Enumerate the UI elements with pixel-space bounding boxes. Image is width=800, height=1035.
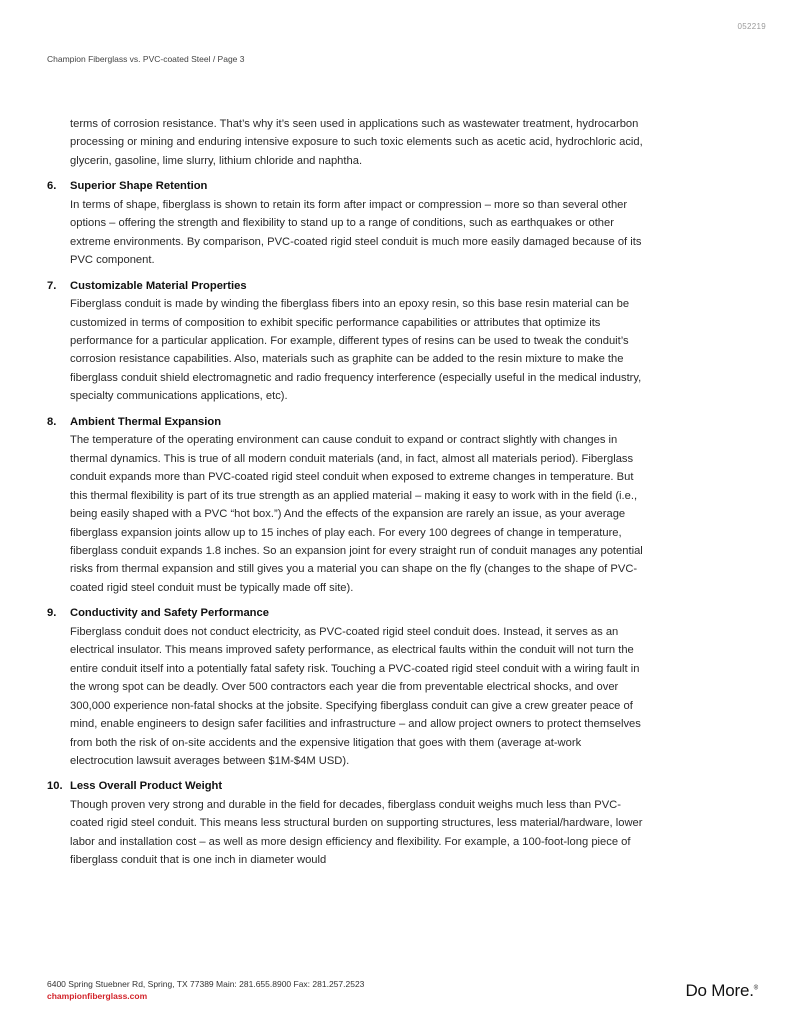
section-number: 10. [47,780,63,793]
section-title: Superior Shape Retention [70,180,208,193]
running-header: Champion Fiberglass vs. PVC-coated Steel / Page 3 [47,54,245,64]
section-heading [47,604,647,622]
brand-tagline [685,981,758,1001]
section-heading [47,777,647,795]
section-7 [47,277,647,406]
registered-mark: ® [753,985,758,992]
tagline-text: Do More. [685,981,754,1000]
section-body: The temperature of the operating environment can cause conduit to expand or contract slightly with changes in thermal dynamics. This is true of all modern conduit materials (and, in fact, almost all materials period). Fiberglass conduit expands more than PVC-coated rigid steel conduit when exposed to extreme changes in temperature. But this thermal flexibility is part of its true strength as an applied material – making it easy to work with in the field (i.e., being easily shaped with a PVC “hot box.”) And the effects of the expansion are rarely an issue, as your average fiberglass expansion joints allow up to 15 inches of play each. For every 100 degrees of change in temperature, fiberglass conduit expands 1.8 inches. So an expansion joint for every straight run of conduit manages any potential risks from thermal expansion and still gives you a material you can shape on the fly (changes to the shape of PVC-coated rigid steel conduit must be typically made off site). [70,434,643,594]
section-title: Customizable Material Properties [70,279,247,292]
section-heading [47,413,647,431]
website-link[interactable]: championfiberglass.com [47,991,148,1001]
section-number: 8. [47,415,57,428]
footer-address: 6400 Spring Stuebner Rd, Spring, TX 77389 Main: 281.655.8900 Fax: 281.257.2523 [47,979,365,989]
section-number: 6. [47,180,57,193]
section-body: Fiberglass conduit is made by winding the fiberglass fibers into an epoxy resin, so this base resin material can be customized in terms of composition to exhibit specific performance capabilities or attributes that optimize its performance for a particular application. For example, different types of resins can be used to tweak the conduit’s corrosion resistance capabilities. Also, materials such as graphite can be added to the resin mixture to make the fiberglass conduit shield electromagnetic and radio frequency interference (especially useful in the medical industry, specialty communications applications, etc). [70,298,642,403]
section-number: 7. [47,279,57,292]
section-title: Less Overall Product Weight [70,780,223,793]
section-title: Ambient Thermal Expansion [70,415,222,428]
document-code: 052219 [737,22,766,31]
intro-paragraph: terms of corrosion resistance. That’s why it’s seen used in applications such as wastewater treatment, hydrocarbon processing or mining and enduring intensive exposure to such toxic elements such as acetic acid, hydrochloric acid, glycerin, gasoline, lime slurry, lithium chloride and naphtha. [70,118,643,167]
section-number: 9. [47,607,57,620]
section-6 [47,177,647,269]
section-title: Conductivity and Safety Performance [70,607,269,620]
section-heading [47,177,647,195]
section-heading [47,277,647,295]
section-10 [47,777,647,869]
section-body: Though proven very strong and durable in the field for decades, fiberglass conduit weighs much less than PVC-coated rigid steel conduit. This means less structural burden on supporting structures, less material/hardware, lower labor and installation cost – as well as more design efficiency and flexibility. For example, a 100-foot-long piece of fiberglass conduit that is one inch in diameter would [70,798,643,867]
section-8 [47,413,647,598]
section-9 [47,604,647,770]
page-content [47,115,647,870]
section-body: In terms of shape, fiberglass is shown to retain its form after impact or compression – more so than several other options – offering the strength and flexibility to stand up to a range of conditions, such as earthquakes or other extreme environments. By comparison, PVC-coated rigid steel conduit is much more easily damaged because of its PVC component. [70,198,642,267]
section-body: Fiberglass conduit does not conduct electricity, as PVC-coated rigid steel conduit does. Instead, it serves as an electrical insulator. This means improved safety performance, as electrical faults within the conduit will not turn the entire conduit itself into a potentially fatal safety risk. Touching a PVC-coated rigid steel conduit with a wiring fault in the wrong spot can be deadly. Over 500 contractors each year die from preventable electrical shocks, and over 300,000 experience non-fatal shocks at the jobsite. Specifying fiberglass conduit can give a crew greater peace of mind, enable engineers to design safer facilities and infrastructure – and allow project owners to protect themselves from both the risk of on-site accidents and the expensive litigation that goes with them (average at-work electrocution lawsuit averages between $1M-$4M USD). [70,625,641,767]
